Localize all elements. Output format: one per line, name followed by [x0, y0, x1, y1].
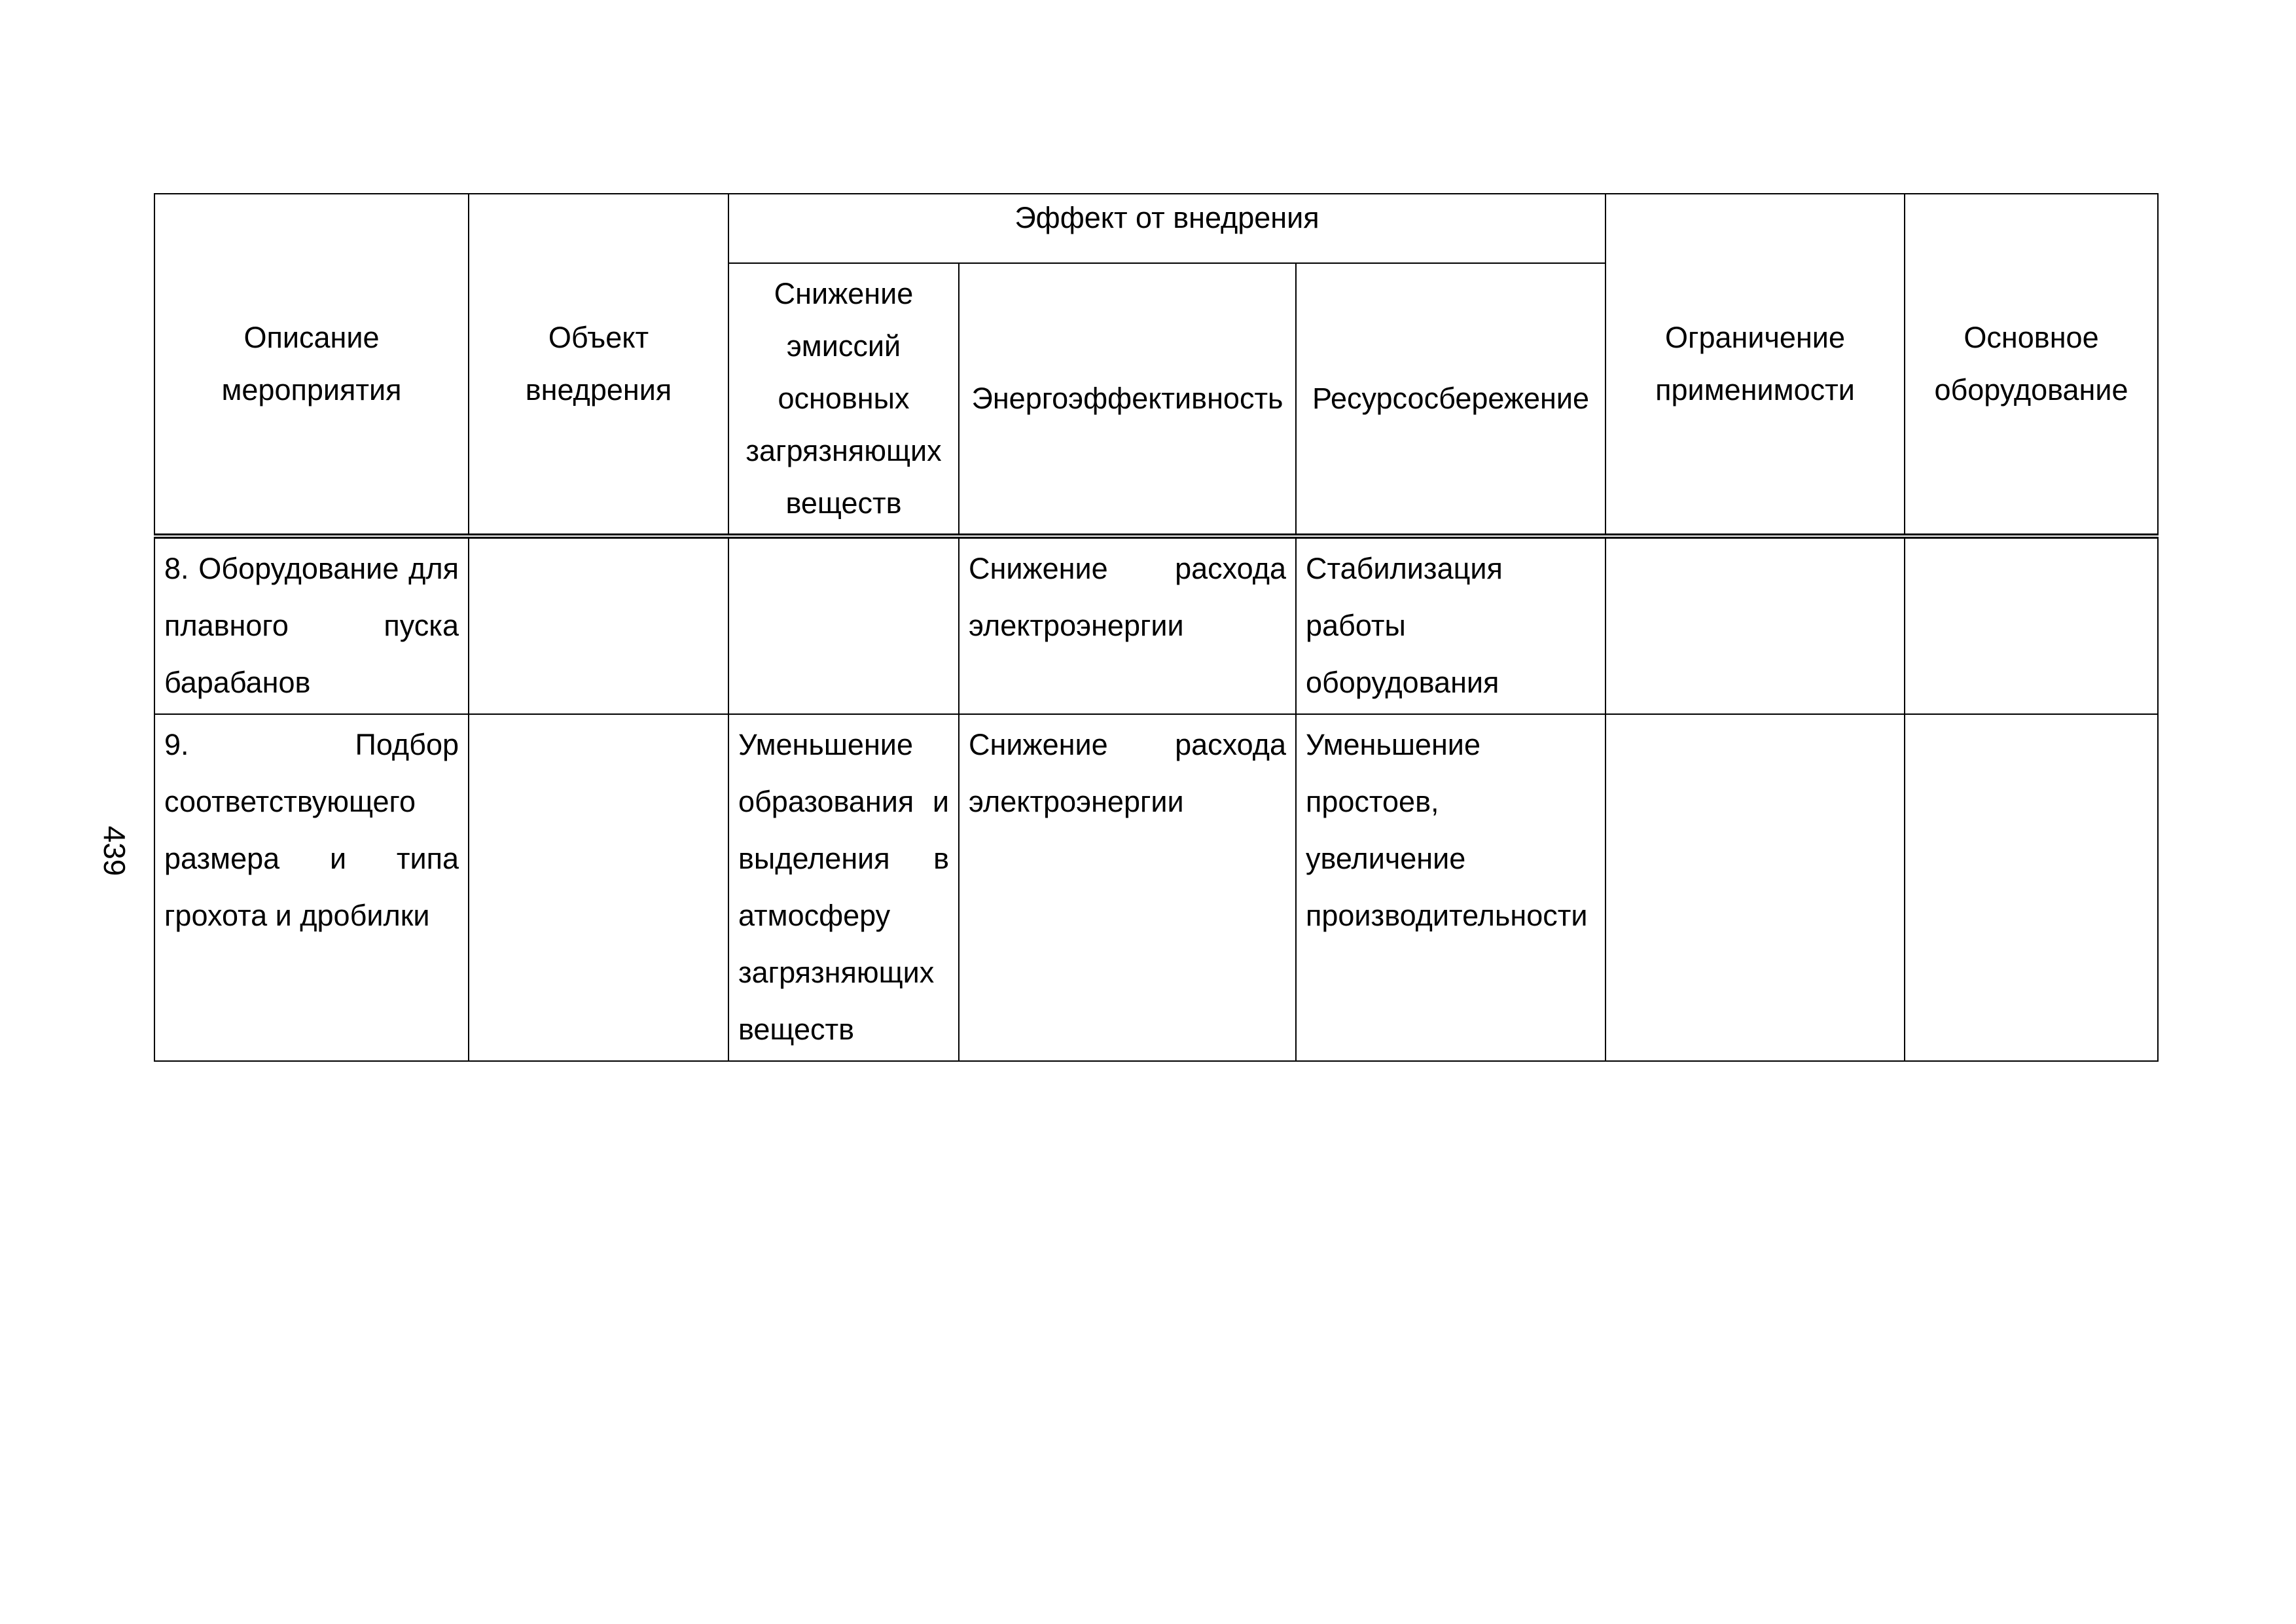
cell-description: 9. Подбор соответствующего размера и типа грохота и дробилки	[154, 714, 469, 1061]
cell-resources: Стабилизация работы оборудования	[1296, 536, 1605, 714]
cell-description: 8. Оборудование для плавного пуска барабанов	[154, 536, 469, 714]
header-object: Объект внедрения	[469, 194, 728, 536]
header-effect: Эффект от внедрения	[728, 194, 1605, 263]
header-emissions: Снижение эмиссий основных загрязняющих веществ	[728, 263, 959, 536]
table-row	[154, 536, 2158, 714]
header-description: Описание мероприятия	[154, 194, 469, 536]
measures-table	[154, 193, 2159, 1062]
cell-energy: Снижение расхода электроэнергии	[959, 714, 1296, 1061]
header-equipment: Основное оборудование	[1905, 194, 2158, 536]
cell-object	[469, 714, 728, 1061]
cell-limitations	[1605, 536, 1905, 714]
table-row	[154, 714, 2158, 1061]
header-resources: Ресурсосбережение	[1296, 263, 1605, 536]
cell-emissions	[728, 536, 959, 714]
cell-object	[469, 536, 728, 714]
cell-equipment	[1905, 536, 2158, 714]
page-number: 439	[98, 825, 132, 876]
cell-energy: Снижение расхода электроэнергии	[959, 536, 1296, 714]
cell-limitations	[1605, 714, 1905, 1061]
header-limitations: Ограничение применимости	[1605, 194, 1905, 536]
header-energy: Энергоэффективность	[959, 263, 1296, 536]
cell-emissions: Уменьшение образования и выделения в атмосферу загрязняющих веществ	[728, 714, 959, 1061]
cell-equipment	[1905, 714, 2158, 1061]
cell-resources: Уменьшение простоев, увеличение производительности	[1296, 714, 1605, 1061]
